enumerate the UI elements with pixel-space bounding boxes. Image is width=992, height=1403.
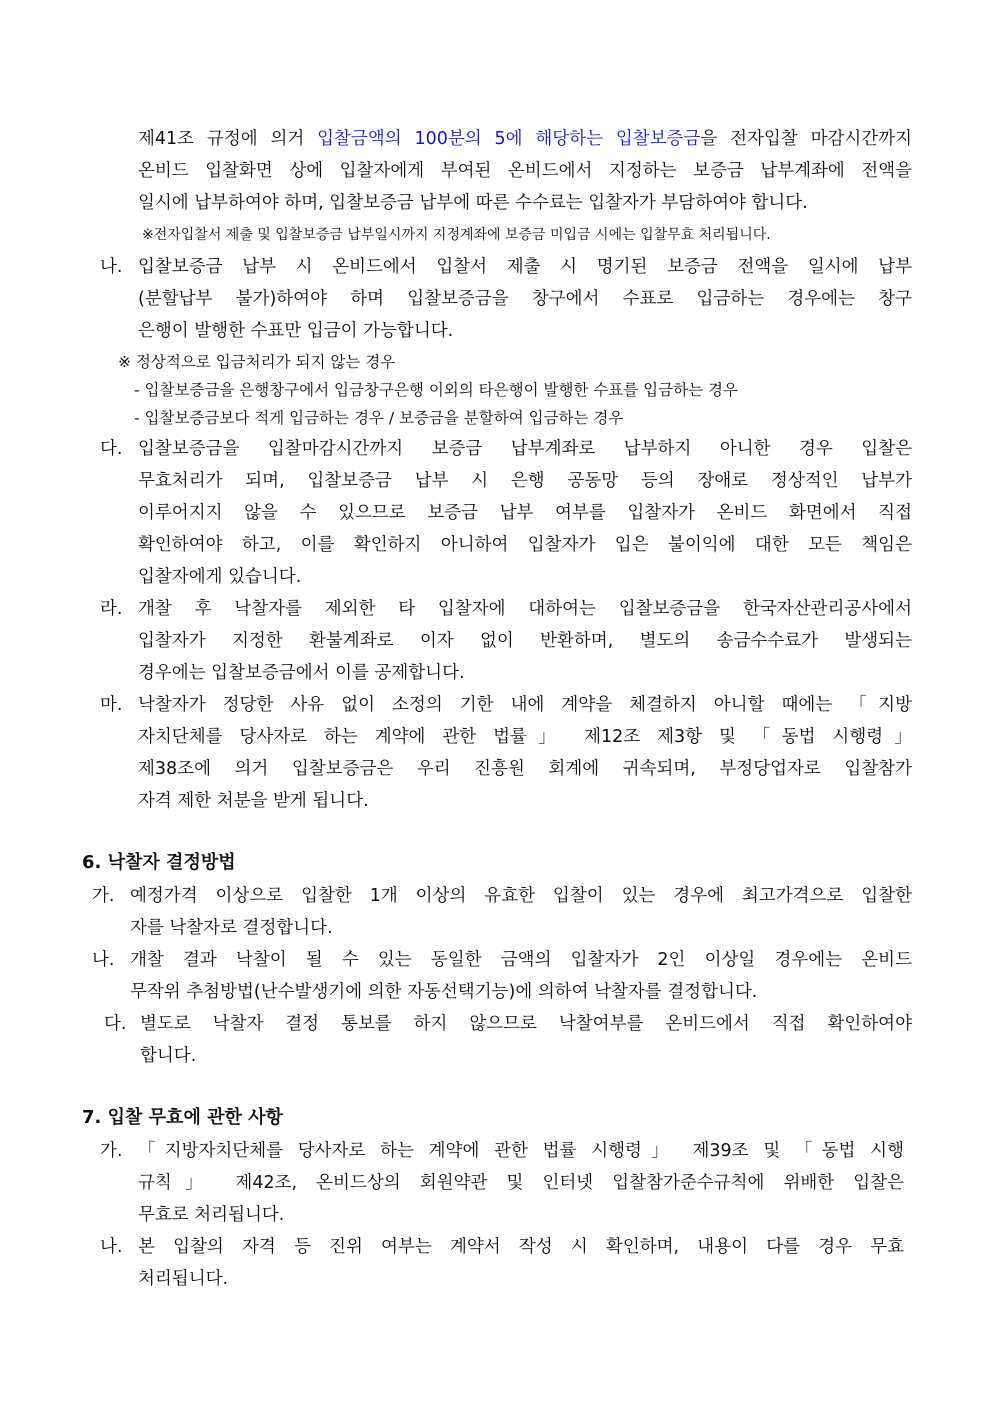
- s7-na-line: 처리됩니다.: [138, 1269, 229, 1289]
- intro-text: 제41조 규정에 의거: [138, 129, 318, 149]
- s6-ga-marker: 가.: [92, 886, 115, 906]
- item-ma-line: 낙찰자가 정당한 사유 없이 소정의 기한 내에 계약을 체결하지 아니할 때에는 「지방: [138, 695, 912, 715]
- section-7-heading: 7. 입찰 무효에 관한 사항: [82, 1107, 283, 1128]
- s6-ga-line: 예정가격 이상으로 입찰한 1개 이상의 유효한 입찰이 있는 경우에 최고가격으로 입찰한: [130, 886, 912, 906]
- deposit-rate-highlight: 입찰금액의 100분의 5에 해당하는 입찰보증금: [317, 129, 701, 149]
- deposit-note-item: - 입찰보증금보다 적게 입금하는 경우 / 보증금을 분할하여 입금하는 경우: [134, 409, 624, 427]
- s6-da-marker: 다.: [104, 1014, 127, 1034]
- s6-na-marker: 나.: [92, 950, 115, 970]
- s6-na-line: 무작위 추첨방법(난수발생기에 의한 자동선택기능)에 의하여 낙찰자를 결정합니다.: [130, 982, 758, 1002]
- intro-text: 을 전자입찰 마감시간까지: [700, 129, 912, 149]
- s6-ga-line: 자를 낙찰자로 결정합니다.: [130, 918, 333, 938]
- item-da-line: 무효처리가 되며, 입찰보증금 납부 시 은행 공동망 등의 장애로 정상적인 납부가: [138, 471, 912, 491]
- s6-da-line: 별도로 낙찰자 결정 통보를 하지 않으므로 낙찰여부를 온비드에서 직접 확인하여야: [140, 1014, 912, 1034]
- intro-line-2: 온비드 입찰화면 상에 입찰자에게 부여된 온비드에서 지정하는 보증금 납부계좌에 전액을: [138, 161, 912, 181]
- item-ma-line: 제38조에 의거 입찰보증금은 우리 진흥원 회계에 귀속되며, 부정당업자로 입찰참가: [138, 759, 912, 779]
- intro-line-3: 일시에 납부하여야 하며, 입찰보증금 납부에 따른 수수료는 입찰자가 부담하여야 합니다.: [138, 193, 808, 213]
- item-ma-marker: 마.: [100, 695, 123, 715]
- item-da-line: 입찰자에게 있습니다.: [138, 567, 302, 587]
- intro-note: ※전자입찰서 제출 및 입찰보증금 납부일시까지 지정계좌에 보증금 미입금 시에는 입찰무효 처리됩니다.: [142, 227, 771, 243]
- item-na-line: 은행이 발행한 수표만 입금이 가능합니다.: [138, 321, 454, 341]
- s6-na-line: 개찰 결과 낙찰이 될 수 있는 동일한 금액의 입찰자가 2인 이상일 경우에는 온비드: [130, 950, 912, 970]
- item-ra-line: 입찰자가 지정한 환불계좌로 이자 없이 반환하며, 별도의 송금수수료가 발생되는: [138, 631, 912, 651]
- s7-ga-line: 규칙」 제42조, 온비드상의 회원약관 및 인터넷 입찰참가준수규칙에 위배한 입찰은: [138, 1173, 904, 1193]
- deposit-note-title: ※ 정상적으로 입금처리가 되지 않는 경우: [118, 353, 396, 371]
- item-ma-line: 자격 제한 처분을 받게 됩니다.: [138, 791, 369, 811]
- s7-ga-line: 「지방자치단체를 당사자로 하는 계약에 관한 법률 시행령」 제39조 및 「동법 시행: [138, 1141, 904, 1161]
- s6-da-line: 합니다.: [140, 1046, 197, 1066]
- item-da-line: 확인하여야 하고, 이를 확인하지 아니하여 입찰자가 입은 불이익에 대한 모든 책임은: [138, 535, 912, 555]
- item-ra-marker: 라.: [100, 599, 123, 619]
- item-da-line: 입찰보증금을 입찰마감시간까지 보증금 납부계좌로 납부하지 아니한 경우 입찰은: [138, 439, 912, 459]
- s7-na-line: 본 입찰의 자격 등 진위 여부는 계약서 작성 시 확인하며, 내용이 다를 경우 무효: [138, 1237, 904, 1257]
- s7-ga-line: 무효로 처리됩니다.: [138, 1205, 285, 1225]
- item-ma-line: 자치단체를 당사자로 하는 계약에 관한 법률」 제12조 제3항 및 「동법 시행령」: [138, 727, 912, 747]
- item-ra-line: 경우에는 입찰보증금에서 이를 공제합니다.: [138, 663, 465, 683]
- item-na-marker: 나.: [100, 257, 123, 277]
- section-6-heading: 6. 낙찰자 결정방법: [82, 852, 236, 873]
- item-na-line: (분할납부 불가)하여야 하며 입찰보증금을 창구에서 수표로 입금하는 경우에는 창구: [138, 289, 912, 309]
- item-na-line: 입찰보증금 납부 시 온비드에서 입찰서 제출 시 명기된 보증금 전액을 일시에 납부: [138, 257, 912, 277]
- item-da-line: 이루어지지 않을 수 있으므로 보증금 납부 여부를 입찰자가 온비드 화면에서 직접: [138, 503, 912, 523]
- s7-na-marker: 나.: [100, 1237, 123, 1257]
- s7-ga-marker: 가.: [100, 1141, 123, 1161]
- item-ra-line: 개찰 후 낙찰자를 제외한 타 입찰자에 대하여는 입찰보증금을 한국자산관리공사에서: [138, 599, 912, 619]
- item-da-marker: 다.: [100, 439, 123, 459]
- deposit-note-item: - 입찰보증금을 은행창구에서 입금창구은행 이외의 타은행이 발행한 수표를 입금하는 경우: [134, 381, 738, 399]
- intro-line-1: [138, 128, 912, 150]
